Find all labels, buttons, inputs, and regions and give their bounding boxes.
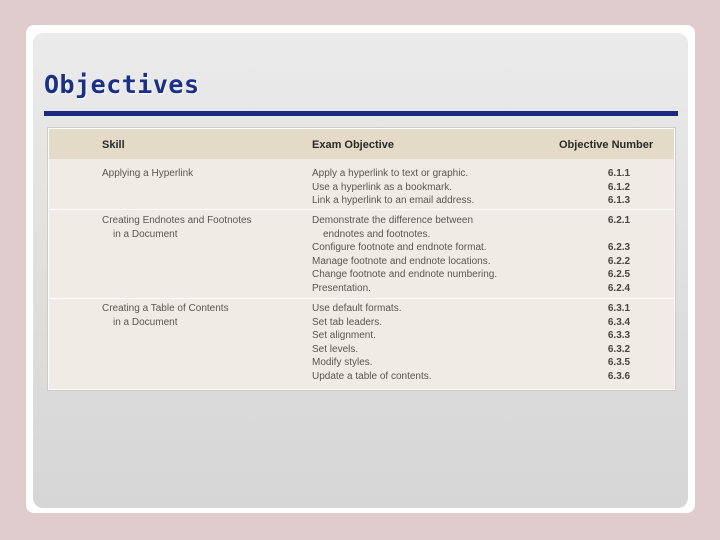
- header-skill: Skill: [102, 139, 125, 151]
- skill-text: Creating Endnotes and Footnotes: [102, 215, 252, 226]
- objective-cell: [312, 302, 572, 384]
- table-header-row: [49, 129, 674, 159]
- objective-text: Use a hyperlink as a bookmark.: [312, 181, 453, 193]
- objective-number: 6.2.5: [607, 269, 631, 281]
- slide-title: Objectives: [44, 70, 200, 99]
- objective-text: Configure footnote and endnote format.: [312, 242, 487, 254]
- objective-text: Set tab leaders.: [312, 316, 383, 328]
- skill-text: Applying a Hyperlink: [102, 168, 194, 179]
- skill-text: in a Document: [113, 228, 178, 240]
- objectives-table: [48, 128, 675, 390]
- objective-number: 6.2.3: [607, 242, 631, 254]
- objective-text: Update a table of contents.: [312, 370, 432, 382]
- objective-number: 6.2.1: [607, 215, 631, 226]
- objective-number-cell: [579, 214, 659, 296]
- objective-number: 6.3.2: [607, 343, 631, 355]
- objective-number: [579, 228, 659, 242]
- objective-number: 6.3.6: [607, 370, 631, 382]
- objective-text: endnotes and footnotes.: [323, 228, 431, 240]
- objective-text: Apply a hyperlink to text or graphic.: [312, 168, 469, 179]
- header-objective-number: Objective Number: [559, 139, 654, 151]
- header-exam-objective: Exam Objective: [312, 139, 394, 151]
- table-row-group: [49, 210, 674, 299]
- objective-number-cell: [579, 302, 659, 384]
- objective-number-cell: [579, 167, 659, 208]
- objective-number: 6.1.3: [607, 195, 631, 207]
- skill-text: in a Document: [113, 316, 178, 328]
- objective-number: 6.3.4: [607, 316, 631, 328]
- skill-cell: [102, 302, 302, 329]
- skill-text: Creating a Table of Contents: [102, 303, 229, 314]
- objective-text: Modify styles.: [312, 357, 373, 369]
- objective-number: 6.2.4: [607, 282, 631, 294]
- objective-text: Use default formats.: [312, 303, 402, 314]
- skill-cell: [102, 167, 302, 181]
- objective-text: Link a hyperlink to an email address.: [312, 195, 475, 207]
- objective-cell: [312, 214, 572, 296]
- objective-cell: [312, 167, 572, 208]
- objective-text: Set alignment.: [312, 330, 376, 342]
- objective-text: Presentation.: [312, 282, 371, 294]
- objective-text: Set levels.: [312, 343, 359, 355]
- objective-text: Demonstrate the difference between: [312, 215, 474, 226]
- table-row-group: [49, 299, 674, 388]
- objective-number: 6.3.3: [607, 330, 631, 342]
- objective-number: 6.3.5: [607, 357, 631, 369]
- table-row-group: [49, 159, 674, 210]
- skill-cell: [102, 214, 302, 241]
- objective-number: 6.2.2: [607, 255, 631, 267]
- objective-number: 6.3.1: [607, 303, 631, 314]
- objective-text: Manage footnote and endnote locations.: [312, 255, 491, 267]
- title-underline: [44, 111, 678, 116]
- objective-text: Change footnote and endnote numbering.: [312, 269, 498, 281]
- objective-number: 6.1.2: [607, 181, 631, 193]
- objective-number: 6.1.1: [607, 168, 631, 179]
